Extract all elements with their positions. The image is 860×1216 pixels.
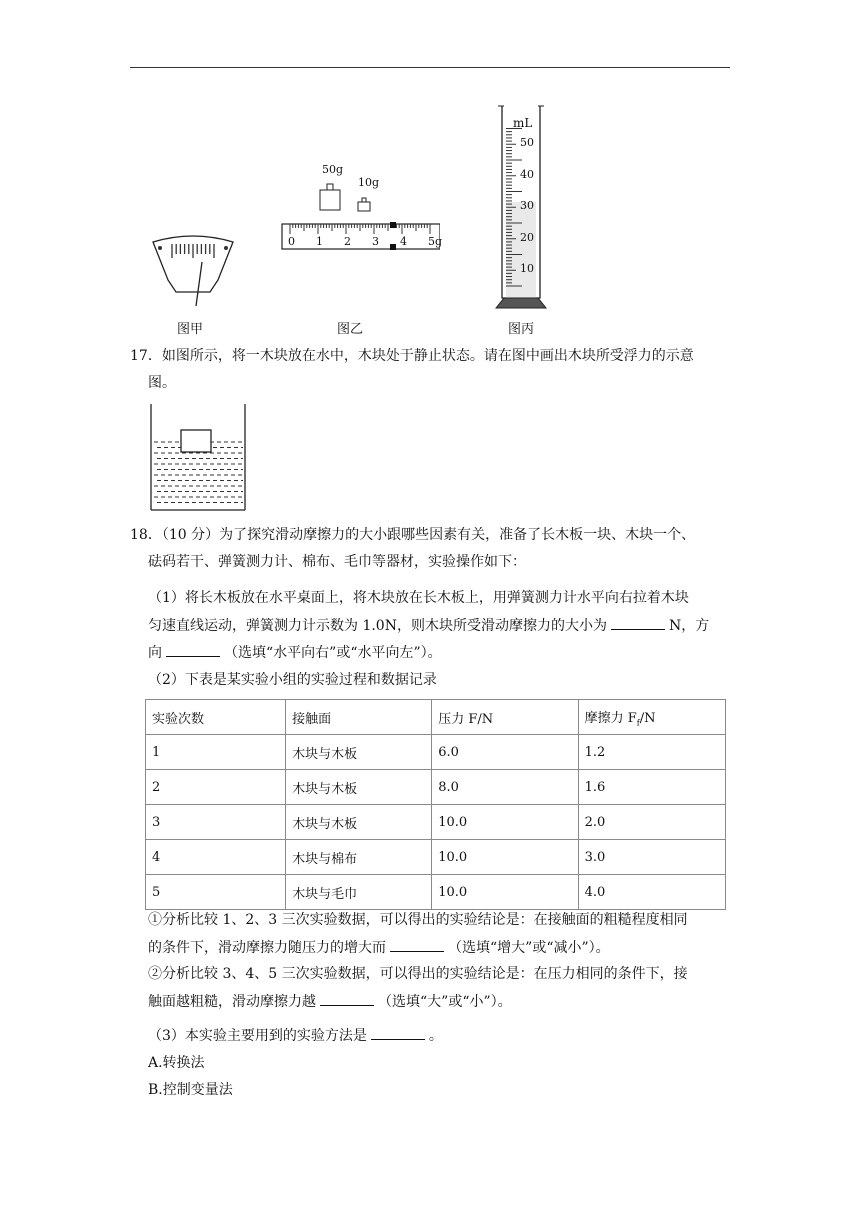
table-cell: 3.0 <box>578 840 725 875</box>
table-cell: 8.0 <box>432 770 578 805</box>
header-rule <box>130 67 730 68</box>
table-row <box>146 805 726 840</box>
table-row <box>146 735 726 770</box>
table-cell: 木块与毛巾 <box>286 875 432 910</box>
caption-jia: 图甲 <box>177 322 204 337</box>
cylinder-scale-label: 10 <box>520 262 534 275</box>
table-cell: 4.0 <box>578 875 725 910</box>
table-cell: 6.0 <box>432 735 578 770</box>
table-row <box>146 840 726 875</box>
experiment-data-table <box>145 699 726 910</box>
q18-text-line1: 18．（10 分）为了探究滑动摩擦力的大小跟哪些因素有关，准备了长木板一块、木块一个、 <box>130 527 696 543</box>
q18-conclusion1-line2: 的条件下，滑动摩擦力随压力的增大而 （选填“增大”或“减小”）。 <box>148 937 610 958</box>
table-cell: 10.0 <box>432 805 578 840</box>
q18-part1-line1: （1）将长木板放在水平桌面上，将木块放在长木板上，用弹簧测力计水平向右拉着木块 <box>148 590 689 606</box>
table-cell: 木块与木板 <box>286 805 432 840</box>
table-header-row <box>146 700 726 735</box>
q18-conclusion2-line2: 触面越粗糙，滑动摩擦力越 （选填“大”或“小”）。 <box>148 991 512 1012</box>
table-row <box>146 770 726 805</box>
cylinder-unit: mL <box>513 116 533 130</box>
answer-blank-trend[interactable] <box>390 937 444 952</box>
q18-part3: （3）本实验主要用到的实验方法是 。 <box>148 1025 443 1046</box>
figure-bing-cylinder <box>492 104 552 312</box>
header-surface: 接触面 <box>286 700 432 735</box>
answer-blank-direction[interactable] <box>166 642 220 657</box>
caption-bing: 图丙 <box>508 322 535 337</box>
answer-blank-method[interactable] <box>371 1025 425 1040</box>
table-cell: 10.0 <box>432 875 578 910</box>
cylinder-scale-label: 40 <box>520 167 534 181</box>
table-cell: 10.0 <box>432 840 578 875</box>
cylinder-scale-label: 20 <box>520 230 534 244</box>
table-cell: 木块与木板 <box>286 770 432 805</box>
q18-conclusion2-line1: ②分析比较 3、4、5 三次实验数据，可以得出的实验结论是：在压力相同的条件下，接 <box>148 966 688 982</box>
table-cell: 木块与木板 <box>286 735 432 770</box>
table-cell: 2 <box>146 770 286 805</box>
scale-label: 3 <box>372 235 379 248</box>
cylinder-scale-label: 30 <box>520 199 534 212</box>
q17-text-line1: 17．如图所示，将一木块放在水中，木块处于静止状态。请在图中画出木块所受浮力的示意 <box>130 348 694 364</box>
table-cell: 4 <box>146 840 286 875</box>
answer-blank-friction[interactable] <box>611 615 665 630</box>
q18-part1-line2: 匀速直线运动，弹簧测力计示数为 1.0N，则木块所受滑动摩擦力的大小为 N，方 <box>148 615 709 636</box>
scale-label: 1 <box>316 235 323 248</box>
table-cell: 木块与棉布 <box>286 840 432 875</box>
header-friction: 摩擦力 $F_f/N$ <box>578 700 725 735</box>
option-a[interactable]: A.转换法 <box>148 1055 205 1071</box>
q18-part1-line3: 向 （选填“水平向右”或“水平向左”）。 <box>148 642 442 663</box>
q18-conclusion1-line1: ①分析比较 1、2、3 三次实验数据，可以得出的实验结论是：在接触面的粗糙程度相同 <box>148 912 688 928</box>
answer-blank-magnitude[interactable] <box>320 991 374 1006</box>
table-cell: 2.0 <box>578 805 725 840</box>
header-trial: 实验次数 <box>146 700 286 735</box>
header-pressure: 压力 F/N <box>432 700 578 735</box>
scale-label: 5g <box>428 235 443 248</box>
table-cell: 3 <box>146 805 286 840</box>
scale-label: 0 <box>288 235 295 248</box>
table-cell: 1 <box>146 735 286 770</box>
q18-part2-intro: （2）下表是某实验小组的实验过程和数据记录 <box>148 672 437 688</box>
option-b[interactable]: B.控制变量法 <box>148 1082 233 1098</box>
scale-label: 4 <box>400 235 407 248</box>
table-cell: 5 <box>146 875 286 910</box>
q18-text-line2: 砝码若干、弹簧测力计、棉布、毛巾等器材，实验操作如下： <box>148 554 526 570</box>
figure-beaker-wood <box>148 404 250 512</box>
table-cell: 1.6 <box>578 770 725 805</box>
weight-10g-label: 10g <box>358 176 380 189</box>
figure-jia-scale <box>148 232 238 312</box>
q17-text-line2: 图。 <box>148 375 176 391</box>
table-row <box>146 875 726 910</box>
cylinder-scale-label: 50 <box>520 136 534 149</box>
scale-label: 2 <box>344 235 351 248</box>
figure-yi-balance <box>280 160 443 260</box>
weight-50g-label: 50g <box>322 163 344 176</box>
table-cell: 1.2 <box>578 735 725 770</box>
caption-yi: 图乙 <box>337 322 364 337</box>
